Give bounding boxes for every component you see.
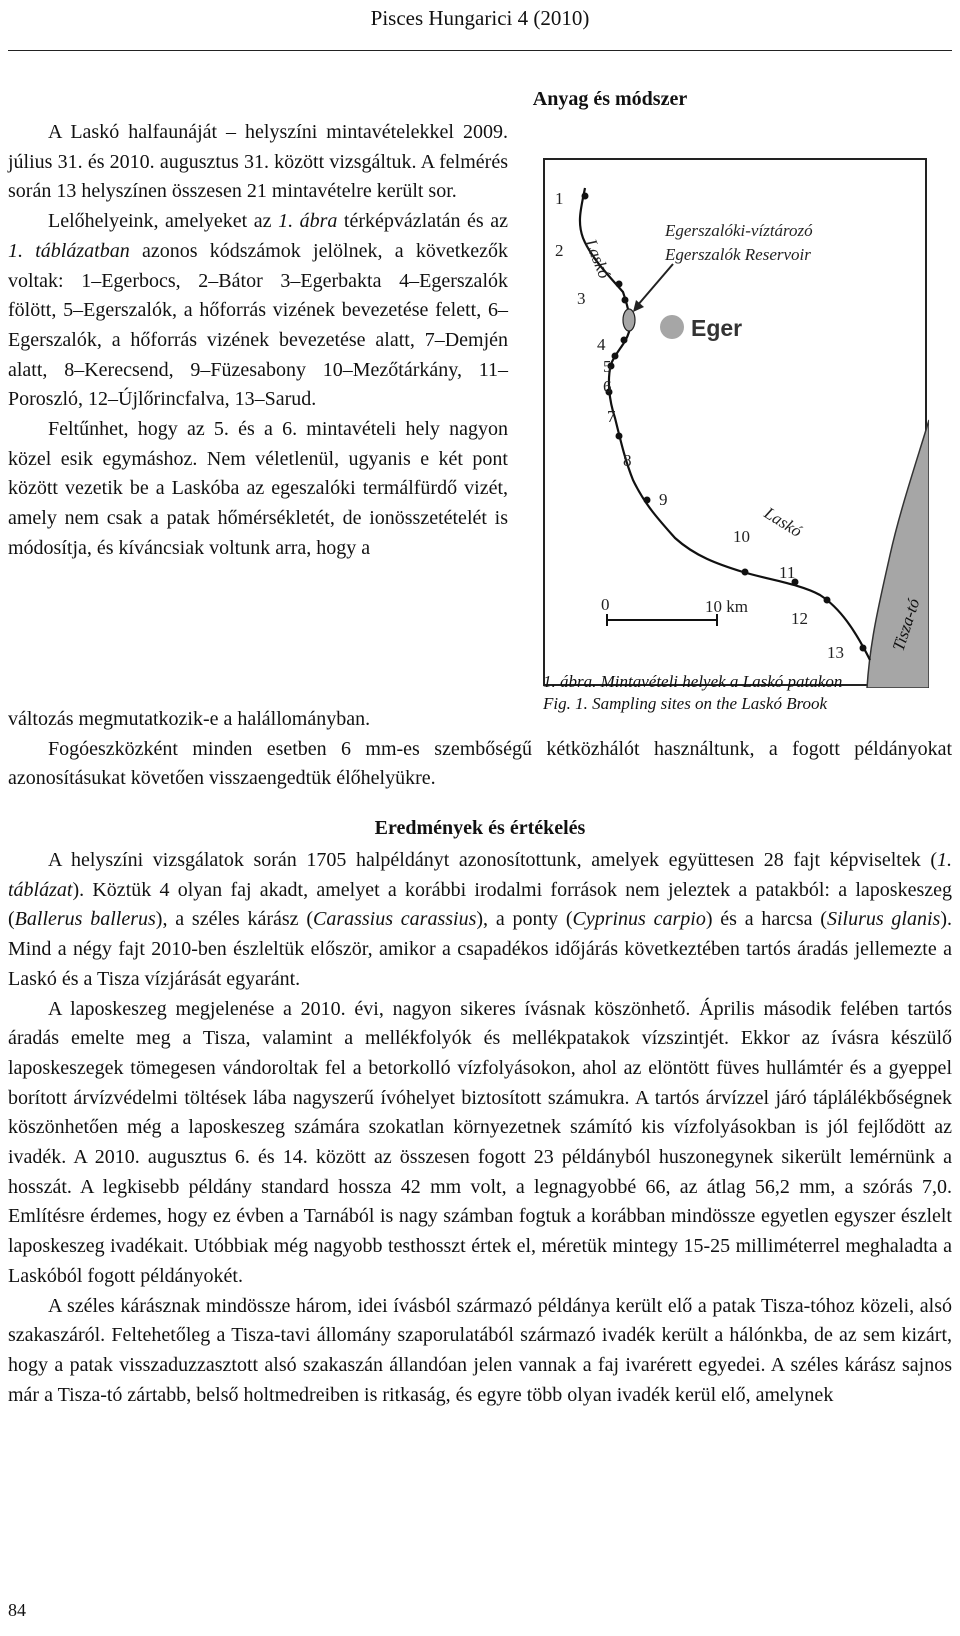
site-label-4: 4 bbox=[597, 335, 606, 354]
site-label-8: 8 bbox=[623, 451, 632, 470]
text-span: Lelőhelyeink, amelyeket az bbox=[48, 210, 279, 233]
text-span: ), a ponty ( bbox=[476, 908, 573, 931]
site-label-5: 5 bbox=[603, 357, 612, 376]
text-span: A helyszíni vizsgálatok során 1705 halpéldányt azonosítottunk, amelyek együttesen 28 fajt képviseltek ( bbox=[48, 849, 937, 871]
site-label-12: 12 bbox=[791, 609, 808, 628]
text-span: térképvázlatán és az bbox=[337, 210, 508, 233]
methods-paragraph-3: Feltűnhet, hogy az 5. és a 6. mintavételi hely nagyon közel esik egymáshoz. Nem véletlenül, ugyanis e két pont között vezetik be a Laskóba az egeszalóki termálfürdő vizét, amely nem csak a patak hőmérsékletét, de ionösszetételét is módosítja, és kíváncsiak voltunk arra, hogy a bbox=[8, 418, 508, 559]
results-paragraph-2: A laposkeszeg megjelenése a 2010. évi, nagyon sikeres ívásnak köszönhető. Április második felében tartós áradás emelte meg a Tisza, valamint a mellékfolyók és mellékpatakok vízszintjét. Ekkor az ívásra készülő laposkeszegek tömegesen vándoroltak fel a betorkolló vízfolyásokon, ahol az elöntött füves hullámtér és a gyeppel borított árvízvédelmi töltések lába nagyszerű ívóhelyet biztosított számukra. A tartós árvízzel járó táplálékbőségnek köszönhetően még a laposkeszeg számára szokatlan környezetnek számító kis vízfolyásokban is jól fejlődött az ivadék. A 2010. augusztus 6. és 14. között az összesen fogott 23 példányból huszonegynek sikerült lemérnünk a hosszát. A legkisebb példány standard hossza 42 mm volt, a legnagyobbé 66, az átlag 56,2 mm, a szórás 7,0. Említésre érdemes, hogy ez évben a Tarnából is nagy számban fogtuk a korábban mindössze egyetlen egyszer észlelt laposkeszeg ivadékait. Utóbbiak még nagyobb testhosszt értek el, méretük mintegy 15-25 milliméterrel meghaladta a Laskóból fogott példányokét. bbox=[8, 997, 952, 1287]
site-dot-12 bbox=[824, 597, 831, 604]
river-label-bottom: Laskó bbox=[760, 503, 806, 541]
site-label-7: 7 bbox=[607, 407, 616, 426]
figure-reference: 1. ábra bbox=[278, 210, 338, 233]
species-name: Silurus glanis bbox=[826, 908, 941, 931]
results-paragraph-3: A széles kárásznak mindössze három, idei ívásból származó példánya került elő a patak Tisza-tóhoz közeli, alsó szakaszáról. Feltehetőleg a Tisza-tavi állomány szaporulatából származó ivadék került a hálónkba, de az sem kizárt, hogy a patak visszaduzzasztott alsó szakaszán állandóan jelen vannak a faj ivarérett egyedei. A széles kárász sajnos már a Tisza-tó zártabb, belső holtmedreiben is ritkaság, és egyre több olyan ivadék kerül elő, amelynek bbox=[8, 1294, 952, 1406]
site-label-2: 2 bbox=[555, 241, 564, 260]
reservoir-shape bbox=[623, 309, 635, 331]
methods-paragraph-3-end bbox=[8, 705, 952, 794]
site-dot-10 bbox=[742, 569, 749, 576]
results-title: Eredmények és értékelés bbox=[374, 817, 586, 839]
methods-paragraph-4: Fogóeszközként minden esetben 6 mm-es szembőségű kétközhálót használtunk, a fogott példányokat azonosításukat követően visszaengedtük élőhelyükre. bbox=[8, 737, 952, 790]
results-body bbox=[8, 846, 952, 1410]
methods-paragraph-3-last-line: változás megmutatkozik-e a halállományban. bbox=[8, 708, 371, 730]
river-label-top: Laskó bbox=[581, 236, 615, 282]
site-label-13: 13 bbox=[827, 643, 844, 662]
species-name: Carassius carassius bbox=[312, 908, 477, 931]
sampling-map-figure bbox=[543, 158, 927, 686]
site-label-3: 3 bbox=[577, 289, 586, 308]
site-dot-2 bbox=[616, 281, 623, 288]
scale-end-label: 10 km bbox=[705, 597, 748, 616]
text-span: ). Köztük 4 olyan faj akadt, amelyet a korábbi irodalmi források nem jeleztek a patakból: a laposkeszeg ( bbox=[8, 878, 952, 931]
site-label-11: 11 bbox=[779, 563, 796, 582]
reservoir-label-hu: Egerszalóki-víztározó bbox=[665, 221, 813, 240]
page-number: 84 bbox=[8, 1600, 26, 1620]
reservoir-arrow-head bbox=[633, 300, 644, 312]
methods-paragraph-1: A Laskó halfaunáját – helyszíni mintavételekkel 2009. július 31. és 2010. augusztus 31. között vizsgáltuk. A felmérés során 13 helyszínen összesen 21 mintavételre került sor. bbox=[8, 121, 508, 203]
text-span: ), a széles kárász ( bbox=[155, 908, 313, 931]
figure-caption-en: Fig. 1. Sampling sites on the Laskó Brook bbox=[543, 694, 828, 713]
site-label-1: 1 bbox=[555, 189, 564, 208]
text-span: ). Mind a négy fajt 2010-ben észleltük először, amikor a csapadékos időjárás következtében tartós áradás jellemezte a Laskó és a Tisza vízjárását egyaránt. bbox=[8, 908, 952, 990]
site-label-10: 10 bbox=[733, 527, 750, 546]
site-dot-9 bbox=[644, 497, 651, 504]
species-name: Cyprinus carpio bbox=[572, 908, 706, 931]
species-name: Ballerus ballerus bbox=[14, 908, 156, 931]
methods-paragraph-2 bbox=[8, 207, 508, 415]
eger-town-marker bbox=[660, 315, 684, 339]
site-dot-1 bbox=[582, 193, 589, 200]
scale-zero-label: 0 bbox=[601, 595, 610, 614]
table-reference: 1. táblázatban bbox=[8, 239, 130, 262]
site-dot-13 bbox=[860, 645, 867, 652]
eger-label: Eger bbox=[691, 315, 743, 341]
header-rule bbox=[8, 50, 952, 51]
sampling-map bbox=[545, 160, 929, 688]
results-paragraph-1 bbox=[8, 846, 952, 995]
site-dot-5 bbox=[612, 353, 619, 360]
methods-column bbox=[8, 118, 508, 564]
reservoir-label-en: Egerszalók Reservoir bbox=[665, 245, 811, 264]
figure-caption-hu: 1. ábra. Mintavételi helyek a Laskó patakon bbox=[543, 672, 843, 691]
tisza-lake-label: Tisza-tó bbox=[888, 596, 924, 654]
methods-title: Anyag és módszer bbox=[532, 88, 688, 110]
reservoir-arrow-line bbox=[637, 264, 673, 306]
site-dot-3 bbox=[622, 297, 629, 304]
text-span: azonos kódszámok jelölnek, a következők voltak: 1–Egerbocs, 2–Bátor 3–Egerbakta 4–Egerszalók fölött, 5–Egerszalók, a hőforrás vizének bevezetése felett, 6–Egerszalók, a hőforrás vizének bevezetése alatt, 7–Demjén alatt, 8–Kerecsend, 9–Füzesabony 10–Mezőtárkány, 11–Poroszló, 12–Újlőrincfalva, 13–Sarud. bbox=[8, 239, 509, 411]
text-span: ) és a harcsa ( bbox=[705, 908, 827, 931]
site-dot-4 bbox=[621, 337, 628, 344]
site-label-9: 9 bbox=[659, 490, 668, 509]
site-dot-8 bbox=[616, 433, 623, 440]
site-label-6: 6 bbox=[603, 377, 612, 396]
table-reference: 1. táblázat bbox=[8, 849, 952, 901]
journal-header: Pisces Hungarici 4 (2010) bbox=[370, 6, 590, 30]
